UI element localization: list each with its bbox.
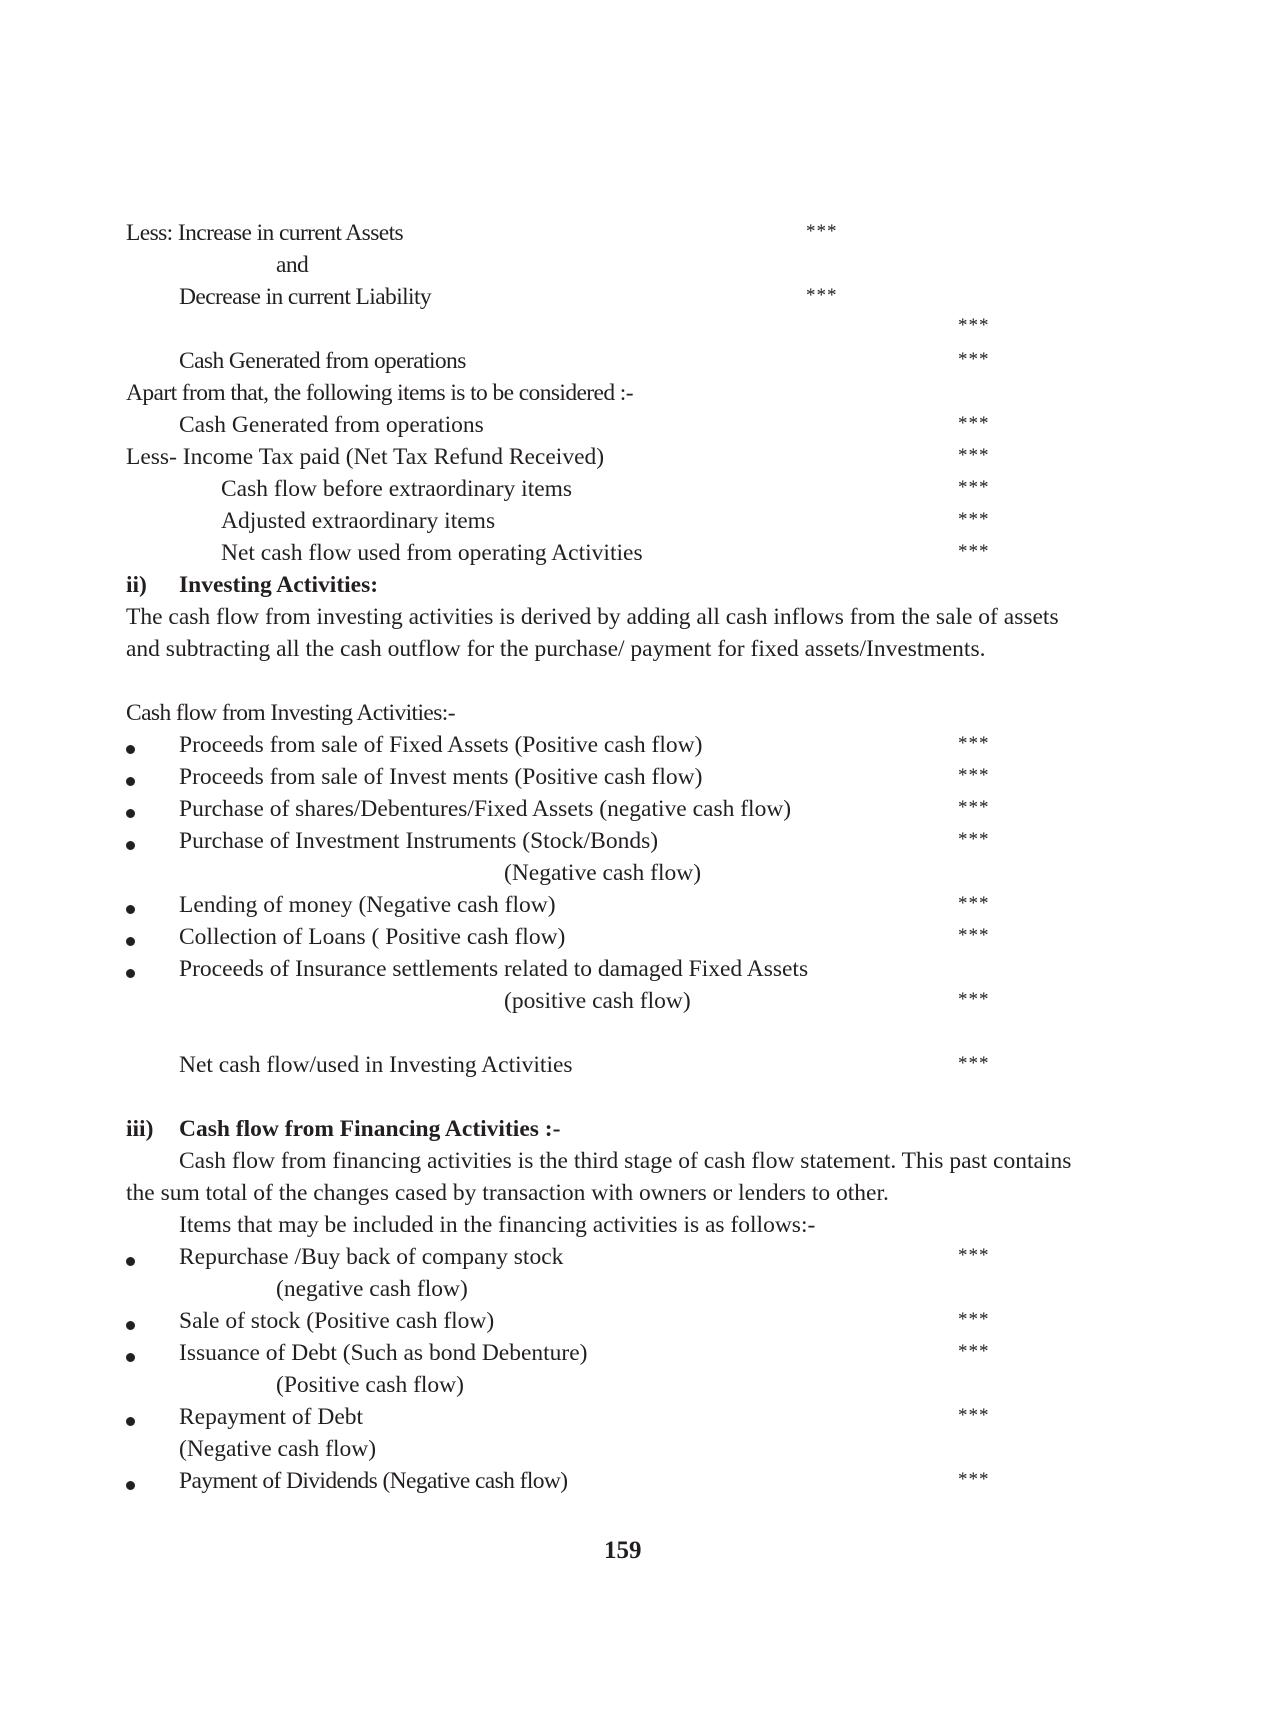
bullet-icon xyxy=(126,1417,135,1426)
financing-item-5: Payment of Dividends (Negative cash flow) xyxy=(179,1468,568,1494)
marker: *** xyxy=(958,1405,990,1426)
cash-generated-from-operations-2: Cash Generated from operations xyxy=(179,412,484,438)
marker: *** xyxy=(958,509,990,530)
investing-item-4-continued: (Negative cash flow) xyxy=(504,860,702,886)
bullet-icon xyxy=(126,745,135,754)
marker: *** xyxy=(958,733,990,754)
investing-item-7-continued: (positive cash flow) xyxy=(504,988,691,1014)
bullet-icon xyxy=(126,1321,135,1330)
investing-item-3: Purchase of shares/Debentures/Fixed Assets (negative cash flow) xyxy=(179,796,792,822)
financing-item-4: Repayment of Debt xyxy=(179,1404,364,1430)
investing-item-5: Lending of money (Negative cash flow) xyxy=(179,892,556,918)
investing-item-1: Proceeds from sale of Fixed Assets (Positive cash flow) xyxy=(179,732,703,758)
investing-item-2: Proceeds from sale of Invest ments (Positive cash flow) xyxy=(179,764,703,790)
cash-flow-before-extraordinary: Cash flow before extraordinary items xyxy=(221,476,573,502)
financing-intro: Items that may be included in the financing activities is as follows:- xyxy=(179,1212,816,1238)
marker: *** xyxy=(958,315,990,336)
marker: *** xyxy=(958,1053,990,1074)
net-cash-flow-investing: Net cash flow/used in Investing Activities xyxy=(179,1052,573,1078)
marker: *** xyxy=(958,893,990,914)
financing-item-1: Repurchase /Buy back of company stock xyxy=(179,1244,564,1270)
net-cash-flow-operating: Net cash flow used from operating Activities xyxy=(221,540,643,566)
marker: *** xyxy=(958,925,990,946)
investing-item-6: Collection of Loans ( Positive cash flow) xyxy=(179,924,566,950)
financing-heading: Cash flow from Financing Activities :- xyxy=(179,1116,561,1142)
financing-item-2: Sale of stock (Positive cash flow) xyxy=(179,1308,495,1334)
financing-item-3: Issuance of Debt (Such as bond Debenture) xyxy=(179,1340,588,1366)
investing-paragraph-line1: The cash flow from investing activities is derived by adding all cash inflows from the sale of assets xyxy=(126,604,1059,630)
marker: *** xyxy=(958,541,990,562)
investing-item-7: Proceeds of Insurance settlements related to damaged Fixed Assets xyxy=(179,956,809,982)
financing-number: iii) xyxy=(126,1116,154,1142)
bullet-icon xyxy=(126,1353,135,1362)
financing-paragraph-line2: the sum total of the changes cased by transaction with owners or lenders to other. xyxy=(126,1180,889,1206)
bullet-icon xyxy=(126,937,135,946)
investing-number: ii) xyxy=(126,572,147,598)
marker: *** xyxy=(958,445,990,466)
less-income-tax-paid: Less- Income Tax paid (Net Tax Refund Received) xyxy=(126,444,605,470)
bullet-icon xyxy=(126,969,135,978)
bullet-icon xyxy=(126,1257,135,1266)
marker: *** xyxy=(958,413,990,434)
bullet-icon xyxy=(126,777,135,786)
cash-generated-from-operations: Cash Generated from operations xyxy=(179,348,466,374)
page-number: 159 xyxy=(604,1537,642,1564)
financing-paragraph-line1: Cash flow from financing activities is the third stage of cash flow statement. This past contains xyxy=(179,1148,1072,1174)
marker: *** xyxy=(958,1341,990,1362)
marker: *** xyxy=(806,221,838,242)
marker: *** xyxy=(958,477,990,498)
investing-paragraph-line2: and subtracting all the cash outflow for the purchase/ payment for fixed assets/Investments. xyxy=(126,636,986,662)
marker: *** xyxy=(958,829,990,850)
bullet-icon xyxy=(126,809,135,818)
apart-from-that: Apart from that, the following items is to be considered :- xyxy=(126,380,633,406)
marker: *** xyxy=(806,285,838,306)
adjusted-extraordinary-items: Adjusted extraordinary items xyxy=(221,508,496,534)
marker: *** xyxy=(958,349,990,370)
marker: *** xyxy=(958,1469,990,1490)
decrease-current-liability: Decrease in current Liability xyxy=(179,284,432,310)
bullet-icon xyxy=(126,905,135,914)
investing-item-4: Purchase of Investment Instruments (Stock/Bonds) xyxy=(179,828,659,854)
marker: *** xyxy=(958,1309,990,1330)
financing-item-1-continued: (negative cash flow) xyxy=(276,1276,468,1302)
marker: *** xyxy=(958,989,990,1010)
investing-intro: Cash flow from Investing Activities:- xyxy=(126,700,455,726)
less-increase-current-assets: Less: Increase in current Assets xyxy=(126,220,404,246)
financing-item-3-continued: (Positive cash flow) xyxy=(276,1372,464,1398)
marker: *** xyxy=(958,765,990,786)
and-text: and xyxy=(276,252,309,278)
financing-item-4-continued: (Negative cash flow) xyxy=(179,1436,377,1462)
marker: *** xyxy=(958,797,990,818)
investing-heading: Investing Activities: xyxy=(179,572,379,598)
marker: *** xyxy=(958,1245,990,1266)
bullet-icon xyxy=(126,841,135,850)
bullet-icon xyxy=(126,1481,135,1490)
